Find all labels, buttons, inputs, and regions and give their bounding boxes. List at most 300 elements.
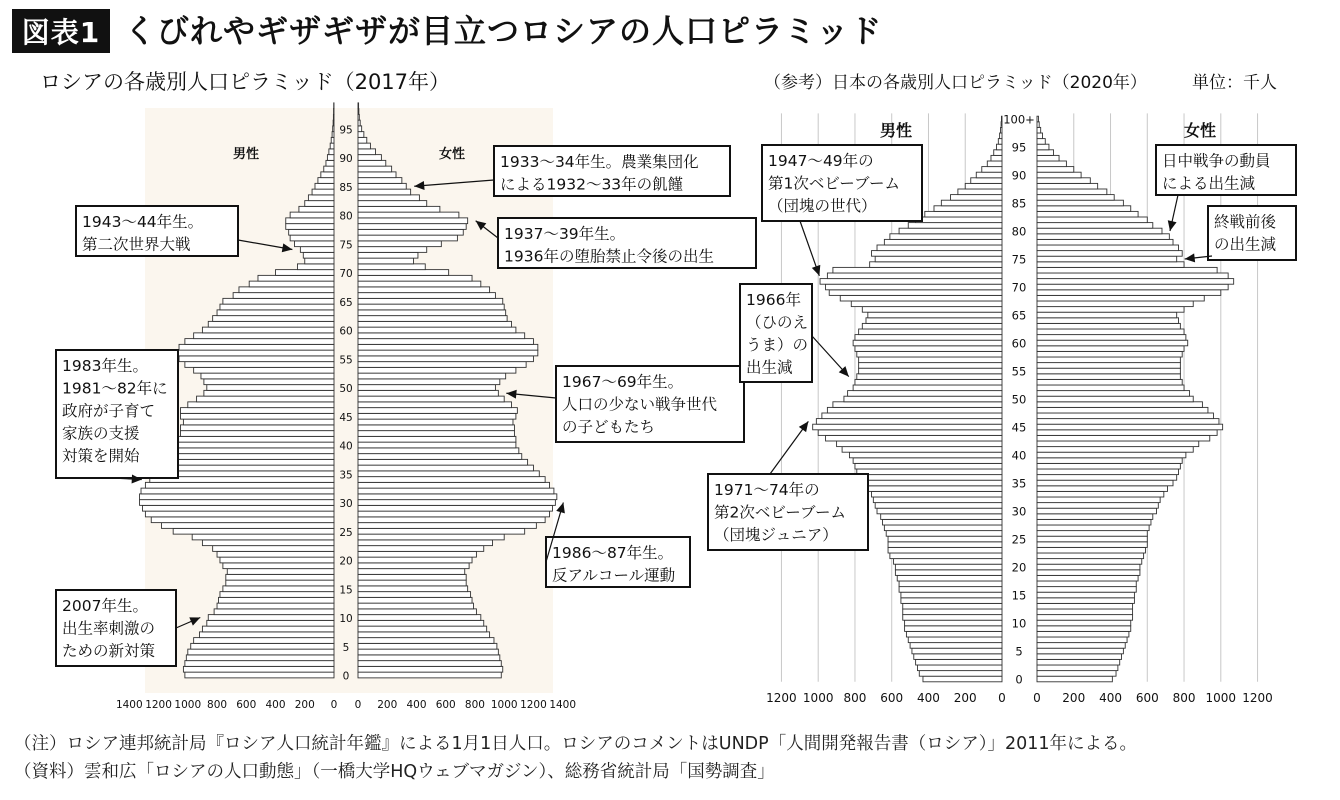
female-bar (1037, 475, 1177, 481)
male-bar (305, 201, 334, 207)
male-bar (884, 525, 1002, 531)
female-bar (358, 385, 495, 391)
male-bar (276, 270, 334, 276)
age-tick-label: 10 (339, 613, 353, 625)
female-bar (1037, 284, 1228, 290)
male-bar (901, 592, 1002, 598)
male-bar (826, 435, 1002, 441)
female-bar (1037, 234, 1169, 240)
male-bar (141, 488, 334, 494)
female-bar (358, 436, 516, 442)
male-bar (178, 442, 334, 448)
female-bar (358, 597, 472, 603)
male-bar (908, 637, 1002, 643)
female-bar (1037, 391, 1190, 397)
male-bar (886, 531, 1002, 537)
female-bar (358, 523, 536, 529)
x-tick-label: 1200 (520, 699, 547, 711)
female-bar (1037, 301, 1193, 307)
female-bar (1037, 648, 1123, 654)
female-bar (1037, 273, 1228, 279)
female-bar (1037, 228, 1162, 234)
male-bar (194, 333, 334, 339)
male-bar (868, 486, 1002, 492)
male-bar (213, 316, 334, 322)
male-bar (185, 362, 334, 368)
male-bar (295, 241, 334, 247)
female-bar (1037, 139, 1045, 145)
female-bar (1037, 497, 1160, 503)
female-bar (1037, 340, 1188, 346)
x-tick-label: 600 (435, 699, 456, 711)
female-bar (358, 281, 481, 287)
male-bar (862, 307, 1002, 313)
male-bar (859, 475, 1002, 481)
footnote-source: （資料）雲和広「ロシアの人口動態」（一橋大学HQウェブマガジン）、総務省統計局「国勢調査」 (14, 762, 775, 782)
female-bar (1037, 329, 1184, 335)
male-bar (897, 575, 1002, 581)
male-bar (333, 120, 334, 126)
male-bar (906, 631, 1002, 637)
female-bar (1037, 379, 1182, 385)
female-bar (358, 103, 359, 109)
male-bar (197, 396, 334, 402)
female-bar (358, 574, 466, 580)
age-tick-label: 50 (1011, 392, 1027, 407)
female-bar (358, 235, 457, 241)
male-bar (987, 161, 1002, 167)
female-bar (1037, 385, 1184, 391)
female-bar (358, 620, 484, 626)
japan-pyramid (708, 113, 1296, 706)
male-bar (888, 547, 1002, 553)
x-tick-label: 400 (406, 699, 427, 711)
male-bar (156, 471, 334, 477)
annotation-text: の出生減 (1214, 235, 1277, 254)
annotation-text: 1966年 (746, 291, 801, 309)
female-bar (358, 408, 517, 414)
female-bar (358, 638, 494, 644)
male-bar (853, 340, 1002, 346)
male-bar (849, 452, 1002, 458)
age-tick-label: 85 (339, 181, 353, 194)
annotation-text: ための新対策 (62, 642, 156, 660)
female-bar (358, 500, 555, 506)
male-bar (853, 458, 1002, 464)
female-bar (358, 143, 370, 149)
male-bar (976, 172, 1002, 178)
female-bar (358, 586, 468, 592)
x-tick-label: 1000 (802, 691, 834, 705)
male-bar (881, 514, 1002, 520)
female-bar (358, 339, 533, 345)
male-bar (220, 592, 334, 598)
male-bar (862, 480, 1002, 486)
annotation-arrowhead (556, 503, 565, 514)
male-bar (202, 540, 334, 546)
male-bar (214, 609, 334, 615)
male-bar (227, 569, 334, 575)
annotation-text: 人口の少ない戦争世代 (562, 395, 718, 414)
male-bar (333, 126, 334, 132)
male-bar (300, 247, 334, 253)
male-bar (305, 258, 334, 264)
female-bar (358, 109, 359, 115)
female-label: 女性 (1183, 121, 1217, 140)
annotation-text: 1933〜34年生。農業集団化 (500, 153, 699, 171)
female-bar (358, 321, 512, 327)
female-bar (358, 298, 503, 304)
male-bar (217, 603, 334, 609)
female-bar (1037, 458, 1182, 464)
male-bar (829, 290, 1002, 296)
female-bar (1037, 279, 1234, 285)
female-bar (1037, 447, 1193, 453)
female-bar (1037, 167, 1074, 173)
annotation-callout (56, 350, 178, 483)
female-bar (1037, 570, 1140, 576)
age-tick-label: 90 (1011, 168, 1027, 183)
male-bar (890, 553, 1002, 559)
female-bar (358, 534, 504, 540)
male-bar (827, 407, 1002, 413)
female-bar (358, 563, 469, 569)
male-bar (299, 206, 334, 212)
annotation-text: による1932〜33年の飢饉 (500, 175, 684, 194)
age-tick-label: 25 (1011, 532, 1027, 547)
male-bar (179, 356, 334, 362)
female-bar (358, 373, 506, 379)
male-bar (862, 323, 1002, 329)
male-bar (855, 335, 1002, 341)
male-bar (180, 408, 334, 414)
female-bar (358, 316, 507, 322)
female-bar (1037, 553, 1144, 559)
male-bar (140, 494, 334, 500)
female-bar (1037, 424, 1223, 430)
male-bar (998, 139, 1002, 145)
male-bar (883, 519, 1002, 525)
female-bar (1037, 307, 1184, 313)
age-tick-label: 25 (339, 526, 353, 539)
female-bar (1037, 295, 1204, 301)
female-bar (1037, 133, 1043, 139)
age-tick-label: 20 (339, 555, 353, 568)
female-bar (1037, 239, 1173, 245)
age-tick-label: 35 (339, 469, 353, 482)
female-bar (1037, 402, 1202, 408)
female-bar (358, 511, 550, 517)
female-bar (1037, 346, 1184, 352)
female-bar (1037, 564, 1140, 570)
female-bar (358, 517, 545, 523)
female-bar (358, 270, 449, 276)
x-tick-label: 600 (236, 699, 257, 711)
male-bar (207, 385, 334, 391)
female-bar (358, 356, 533, 362)
male-bar (905, 620, 1002, 626)
female-bar (358, 649, 498, 655)
female-bar (358, 367, 516, 373)
female-bar (1037, 508, 1156, 514)
age-tick-label: 20 (1011, 560, 1027, 575)
male-bar (873, 497, 1002, 503)
age-tick-label: 55 (339, 354, 353, 367)
male-bar (916, 659, 1002, 665)
male-bar (877, 245, 1002, 251)
male-bar (145, 511, 334, 517)
female-bar (358, 333, 525, 339)
female-bar (358, 114, 359, 120)
age-tick-label: 45 (1011, 420, 1027, 435)
male-bar (872, 491, 1002, 497)
male-bar (213, 546, 334, 552)
male-bar (859, 368, 1002, 374)
male-bar (1001, 116, 1002, 122)
female-bar (1037, 620, 1131, 626)
male-bar (202, 327, 334, 333)
female-bar (358, 396, 504, 402)
male-bar (321, 172, 334, 178)
female-bar (1037, 665, 1118, 671)
female-bar (1037, 592, 1134, 598)
female-bar (358, 477, 545, 483)
male-bar (179, 344, 334, 350)
age-tick-label: 5 (342, 641, 350, 654)
female-bar (1037, 200, 1123, 206)
page-title: くびれやギザギザが目立つロシアの人口ピラミッド (124, 12, 883, 50)
female-bar (1037, 150, 1054, 156)
male-bar (994, 150, 1002, 156)
female-bar (358, 362, 526, 368)
male-bar (308, 195, 334, 201)
female-bar (358, 569, 465, 575)
male-bar (327, 155, 334, 161)
male-bar (822, 413, 1002, 419)
male-bar (223, 563, 334, 569)
male-bar (923, 676, 1002, 682)
annotation-arrowhead (799, 421, 809, 432)
male-bar (820, 279, 1002, 285)
female-bar (1037, 116, 1038, 122)
male-bar (965, 183, 1002, 189)
male-bar (894, 559, 1002, 565)
female-bar (1037, 654, 1122, 660)
male-bar (884, 239, 1002, 245)
female-bar (358, 310, 506, 316)
male-bar (866, 318, 1002, 324)
male-bar (286, 218, 334, 224)
female-bar (1037, 525, 1149, 531)
annotation-text: 家族の支援 (62, 424, 140, 443)
male-bar (185, 672, 334, 678)
male-bar (851, 301, 1002, 307)
male-bar (178, 350, 334, 356)
male-bar (899, 581, 1002, 587)
male-bar (848, 391, 1002, 397)
male-bar (857, 374, 1002, 380)
female-bar (358, 643, 497, 649)
male-bar (859, 329, 1002, 335)
male-bar (888, 536, 1002, 542)
female-bar (1037, 368, 1180, 374)
age-tick-label: 95 (1011, 140, 1027, 155)
female-bar (1037, 659, 1120, 665)
male-bar (219, 597, 334, 603)
male-bar (207, 620, 334, 626)
annotation-text: 終戦前後 (1214, 213, 1277, 231)
annotation-callout (546, 503, 690, 588)
x-tick-label: 400 (917, 691, 940, 705)
female-bar (358, 626, 487, 632)
annotation-text: 1947〜49年の (768, 152, 874, 170)
female-bar (1037, 503, 1158, 509)
female-bar (1037, 217, 1147, 223)
female-bar (358, 379, 500, 385)
age-tick-label: 55 (1011, 364, 1027, 379)
female-bar (358, 672, 501, 678)
age-tick-label: 50 (339, 383, 353, 395)
age-tick-label: 35 (1011, 476, 1027, 491)
male-bar (853, 385, 1002, 391)
female-bar (358, 189, 411, 195)
male-bar (996, 144, 1002, 150)
female-bar (358, 580, 466, 586)
footnote-note: （注）ロシア連邦統計局『ロシア人口統計年鑑』による1月1日人口。ロシアのコメントはUNDP「人間開発報告書（ロシア）」2011年による。 (14, 734, 1137, 754)
female-bar (358, 425, 514, 431)
male-bar (194, 367, 334, 373)
female-bar (358, 344, 538, 350)
male-bar (315, 183, 334, 189)
annotation-callout (740, 284, 849, 382)
male-bar (188, 649, 334, 655)
annotation-arrowhead (1168, 220, 1177, 231)
female-bar (1037, 172, 1081, 178)
male-bar (324, 166, 334, 172)
annotation-arrowhead (1185, 253, 1195, 262)
male-bar (934, 206, 1002, 212)
female-bar (358, 327, 516, 333)
male-bar (289, 229, 334, 235)
annotation-text: 日中戦争の動員 (1162, 152, 1271, 170)
female-bar (358, 666, 503, 672)
male-bar (326, 160, 334, 166)
female-bar (1037, 223, 1153, 229)
female-bar (1037, 206, 1131, 212)
female-bar (358, 546, 484, 552)
female-bar (358, 540, 493, 546)
female-bar (1037, 256, 1177, 262)
male-bar (202, 626, 334, 632)
x-tick-label: 400 (1099, 691, 1122, 705)
female-bar (358, 206, 440, 212)
female-bar (358, 488, 554, 494)
female-bar (358, 661, 501, 667)
male-bar (833, 267, 1002, 273)
x-tick-label: 0 (998, 691, 1006, 705)
male-bar (226, 574, 334, 580)
male-bar (239, 287, 334, 293)
annotation-text: 反アルコール運動 (552, 566, 676, 585)
annotation-text: （ひのえ (746, 313, 809, 332)
female-bar (1037, 598, 1134, 604)
male-bar (833, 402, 1002, 408)
female-bar (1037, 435, 1210, 441)
male-bar (217, 551, 334, 557)
male-bar (223, 298, 334, 304)
annotation-text: 1983年生。 (62, 357, 148, 375)
female-bar (358, 390, 498, 396)
x-tick-label: 800 (464, 699, 485, 711)
male-bar (166, 459, 334, 465)
japan-chart-title: （参考）日本の各歳別人口ピラミッド（2020年） (764, 73, 1147, 93)
male-bar (161, 523, 334, 529)
female-bar (358, 183, 406, 189)
russia-pyramid (56, 103, 756, 711)
male-bar (857, 469, 1002, 475)
female-bar (1037, 581, 1136, 587)
male-bar (895, 564, 1002, 570)
male-bar (223, 586, 334, 592)
male-bar (208, 615, 334, 621)
female-bar (358, 442, 516, 448)
male-bar (870, 262, 1002, 268)
female-bar (1037, 587, 1136, 593)
female-bar (1037, 480, 1173, 486)
x-tick-label: 800 (843, 691, 867, 705)
female-bar (358, 471, 539, 477)
male-bar (183, 419, 334, 425)
male-bar (201, 373, 334, 379)
x-tick-label: 400 (265, 699, 286, 711)
female-bar (1037, 161, 1066, 167)
female-bar (1037, 122, 1039, 128)
age-tick-label: 65 (1011, 308, 1027, 323)
male-bar (875, 256, 1002, 262)
male-bar (151, 517, 334, 523)
female-bar (358, 137, 367, 143)
male-bar (220, 304, 334, 310)
male-bar (199, 632, 334, 638)
female-bar (1037, 441, 1199, 447)
annotation-text: 1967〜69年生。 (562, 373, 684, 391)
male-bar (145, 482, 334, 488)
age-tick-label: 45 (339, 411, 353, 424)
female-bar (358, 615, 481, 621)
female-bar (1037, 407, 1208, 413)
male-bar (318, 178, 334, 184)
female-bar (358, 402, 512, 408)
female-bar (358, 557, 472, 563)
female-bar (1037, 671, 1116, 677)
male-bar (140, 500, 334, 506)
x-tick-label: 800 (207, 699, 228, 711)
male-bar (971, 178, 1002, 184)
male-bar (958, 189, 1002, 195)
female-bar (358, 304, 504, 310)
female-bar (1037, 514, 1153, 520)
female-bar (1037, 183, 1098, 189)
female-bar (1037, 631, 1129, 637)
annotation-arrowhead (812, 265, 820, 276)
male-bar (859, 357, 1002, 363)
age-tick-label: 65 (339, 296, 353, 309)
female-bar (358, 224, 466, 230)
female-bar (1037, 615, 1133, 621)
female-bar (1037, 536, 1147, 542)
female-bar (1037, 575, 1138, 581)
male-bar (919, 671, 1002, 677)
